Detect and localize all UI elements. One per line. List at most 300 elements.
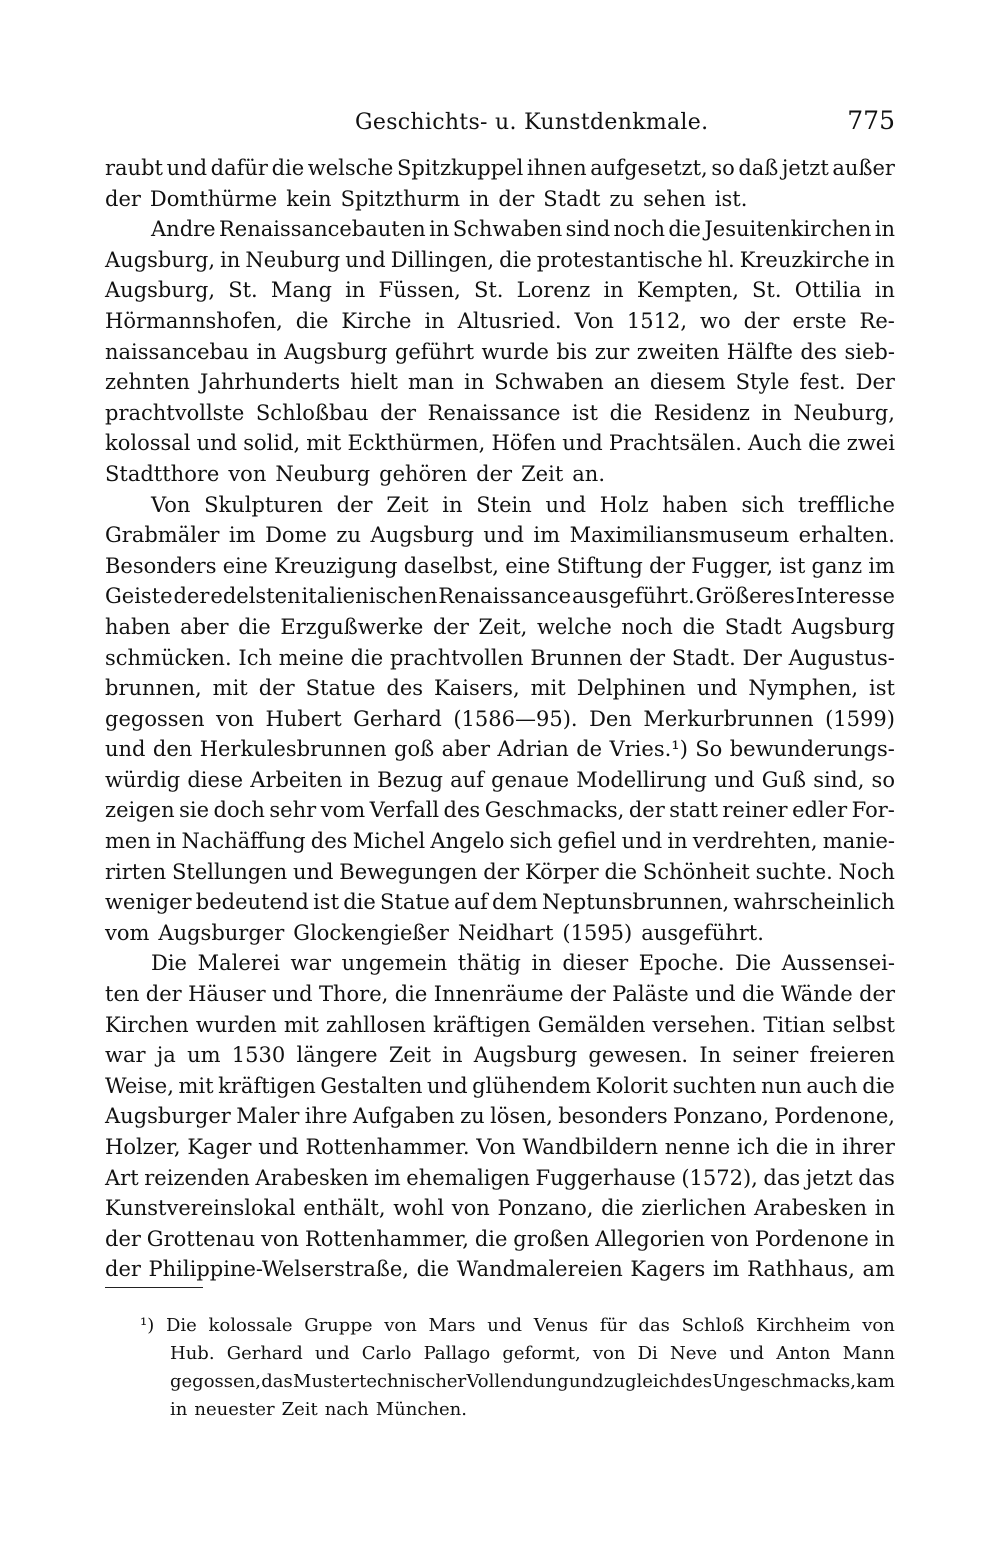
word: zeigen [105, 798, 175, 823]
word: längere [296, 1043, 378, 1068]
word: italienischen [301, 584, 438, 609]
word: sie [179, 798, 210, 823]
word: Maximiliansmuseum [569, 523, 790, 548]
word: Epoche. [638, 951, 725, 976]
word: Nachäffung [181, 829, 306, 854]
word: Modellirung [576, 767, 707, 792]
word: Ponzano, [497, 1196, 594, 1221]
footnote-line [140, 1368, 895, 1396]
word: de [576, 737, 603, 762]
word: Ungeschmacks, [712, 1371, 856, 1392]
word: Kunstvereinslokal [105, 1196, 296, 1221]
word: und [314, 1343, 350, 1364]
word: Schwaben [452, 217, 563, 242]
word: Stiftung [556, 553, 643, 578]
word: zugleich [603, 1371, 681, 1392]
word: Pordenone [754, 1226, 869, 1251]
word: Körper [524, 859, 599, 884]
word: Vries.¹) [609, 737, 688, 762]
word: zu [460, 1104, 485, 1129]
word: und [258, 1135, 299, 1159]
word: Grabmäler [105, 523, 220, 548]
word: Rathhaus, [747, 1257, 855, 1282]
word: jetzt [805, 1165, 853, 1190]
word: Stellungen [172, 859, 288, 884]
word: Titian [763, 1012, 826, 1037]
word: in [469, 186, 490, 211]
word: und [621, 829, 663, 854]
word: Wandbildern [522, 1135, 658, 1159]
word: wurden [195, 1012, 277, 1037]
page-number: 775 [847, 106, 895, 135]
word: ist [572, 400, 598, 425]
word: und [105, 737, 146, 762]
word: zu [336, 523, 362, 548]
text-line [105, 459, 895, 490]
word: Von [476, 1135, 516, 1159]
word: Höfen [491, 431, 557, 456]
word: Wandmalereien [456, 1257, 623, 1282]
word: war [290, 951, 332, 976]
word: Kirchheim [755, 1315, 851, 1336]
word: Stadt [543, 186, 601, 211]
word: Zeit [521, 461, 564, 486]
word: Augsburg [284, 339, 388, 364]
word: schmücken. [105, 645, 232, 670]
word: mit [306, 431, 342, 456]
word: der [743, 308, 780, 333]
word: Venus [533, 1315, 589, 1336]
text-line [105, 1040, 895, 1071]
word: Renaissancebauten [219, 217, 426, 242]
word: der [173, 584, 210, 609]
word: Neptunsbrunnen, [542, 890, 730, 915]
word: Hubert [265, 706, 342, 731]
word: suchten [672, 1073, 757, 1098]
word: die [682, 614, 716, 639]
word: bewunderungs- [729, 737, 895, 762]
word: erhalten. [798, 523, 895, 548]
word: Holz [599, 492, 649, 517]
word: Holzer, [105, 1135, 181, 1159]
word: der [476, 461, 513, 486]
word: an. [572, 461, 606, 486]
word: Jahrhunderts [199, 370, 341, 395]
word: Merkurbrunnen [643, 706, 814, 731]
word: Dome [265, 523, 327, 548]
word: kräftigen [433, 1012, 531, 1037]
word: (1586—95). [453, 706, 578, 731]
word: gegossen, [170, 1371, 261, 1392]
text-line [105, 153, 895, 184]
word: Stein [476, 492, 532, 517]
word: Domthürme [149, 186, 278, 211]
word: bis [556, 339, 588, 364]
word: im [868, 553, 895, 578]
word: Zeit, [478, 614, 528, 639]
word: in [667, 829, 688, 854]
word: Aussensei- [781, 951, 895, 976]
word: ihnen [526, 156, 587, 180]
word: und [272, 982, 313, 1007]
text-line [105, 306, 895, 337]
word: reizenden [144, 1165, 250, 1190]
word: die [343, 890, 376, 915]
word: von [215, 706, 254, 731]
text-line [105, 1132, 895, 1163]
word: die [862, 1073, 895, 1098]
word: ihre [304, 1104, 348, 1129]
footnote-line [140, 1312, 895, 1340]
word: sieb- [844, 339, 895, 364]
word: Pordenone, [774, 1104, 895, 1129]
word: Zeit [386, 492, 429, 517]
word: Renaissance [427, 400, 561, 425]
word: Rottenhammer, [304, 1226, 469, 1251]
word: die [394, 982, 428, 1007]
word: mit [178, 1073, 214, 1098]
word: welche [536, 614, 612, 639]
word: Angelo [430, 829, 505, 854]
word: kein [286, 186, 332, 211]
word: mit [212, 676, 248, 701]
word: prachtvollen [389, 645, 524, 670]
word: wo [699, 308, 731, 333]
word: um [187, 1043, 221, 1068]
word: Vollendung [466, 1371, 569, 1392]
word: in [603, 278, 624, 303]
word: Kaisers, [434, 676, 520, 701]
footnote-line [140, 1340, 895, 1368]
word: nach [324, 1399, 369, 1420]
word: die [604, 859, 638, 884]
word: die [474, 1226, 508, 1251]
word: Größeres [695, 584, 795, 609]
word: ist. [714, 186, 748, 211]
text-line [105, 1193, 895, 1224]
word: verdrehten, [692, 829, 818, 854]
word: Augsburg, [105, 278, 216, 303]
word: wurde [481, 339, 549, 364]
text-line [105, 1163, 895, 1194]
word: und [562, 431, 603, 456]
word: Mars [428, 1315, 476, 1336]
word: die [609, 400, 643, 425]
word: Ich [238, 645, 272, 670]
word: ausgeführt. [572, 584, 695, 609]
word: Gruppe [304, 1315, 373, 1336]
text-line [105, 948, 895, 979]
word: welsche [307, 156, 394, 180]
word: Füssen, [378, 278, 461, 303]
word: Die [735, 951, 772, 976]
word: Arabesken [255, 1165, 369, 1190]
word: Adrian [497, 737, 569, 762]
word: in [349, 767, 370, 792]
word: brunnen, [105, 676, 202, 701]
word: die [601, 1196, 634, 1221]
word: ten [105, 982, 140, 1007]
word: in [761, 400, 782, 425]
word: Nymphen, [748, 676, 859, 701]
word: die [775, 1135, 809, 1159]
text-line [105, 581, 895, 612]
word: Mang [270, 278, 332, 303]
text-line [105, 1224, 895, 1255]
word: außer [832, 156, 895, 180]
word: Hub. [170, 1343, 215, 1364]
word: men [105, 829, 151, 854]
word: München. [375, 1399, 467, 1420]
word: Renaissance [438, 584, 572, 609]
word: geführt [394, 339, 475, 364]
word: Ponzano, [673, 1104, 769, 1129]
word: mit [530, 676, 566, 701]
word: Lorenz [516, 278, 591, 303]
word: Gerhard [226, 1343, 303, 1364]
word: zur [594, 339, 630, 364]
word: der [380, 400, 416, 425]
word: dafür [210, 156, 268, 180]
word: das [638, 1315, 670, 1336]
word: und [166, 156, 208, 180]
word: Der [742, 645, 782, 670]
word: ehemaligen [406, 1165, 530, 1190]
word: zweiten [636, 339, 720, 364]
word: Noch [838, 859, 895, 884]
word: Michel [352, 829, 426, 854]
word: Kolorit [595, 1073, 668, 1098]
word: auch [806, 1073, 858, 1098]
word: Schwaben [494, 370, 604, 395]
word: Innenräume [433, 982, 564, 1007]
word: von [862, 1315, 895, 1336]
word: Re- [859, 308, 895, 333]
word: manie- [822, 829, 895, 854]
word: prachtvollste [105, 400, 245, 425]
word: die [742, 982, 775, 1007]
word: Hälfte [726, 339, 793, 364]
word: von [710, 1226, 750, 1251]
word: mit [283, 1012, 319, 1037]
word: sich [509, 829, 553, 854]
word: Statue [305, 676, 376, 701]
word: fest. [799, 370, 846, 395]
word: nenne [664, 1135, 731, 1159]
word: von [261, 1226, 300, 1251]
word: auf [453, 890, 488, 915]
word: von [228, 461, 267, 486]
word: Anton [776, 1343, 831, 1364]
word: die [350, 645, 384, 670]
word: (1599) [825, 706, 895, 731]
word: meine [278, 645, 344, 670]
word: Spitzthurm [340, 186, 461, 211]
word: bedeutend [195, 890, 309, 915]
word: der [498, 186, 535, 211]
word: man [408, 370, 454, 395]
word: Fugger, [691, 553, 774, 578]
word: Dillingen, [390, 247, 495, 272]
text-line [105, 214, 895, 245]
word: Der [855, 370, 895, 395]
word: sind [565, 217, 611, 242]
word: Neve [669, 1343, 718, 1364]
word: und [427, 1073, 468, 1098]
word: der [258, 676, 295, 701]
text-line [105, 275, 895, 306]
word: selbst [832, 1012, 895, 1037]
word: Kirchen [105, 1012, 189, 1037]
word: in [874, 1226, 895, 1251]
word: Den [589, 706, 632, 731]
word: Ottilia [794, 278, 862, 303]
word: Schönheit [642, 859, 750, 884]
word: die [668, 217, 701, 242]
word: Aufgaben [352, 1104, 455, 1129]
word: und [695, 982, 736, 1007]
text-line [105, 428, 895, 459]
word: Verfall [369, 798, 440, 823]
word: Fuggerhause [535, 1165, 676, 1190]
word: und [292, 859, 334, 884]
word: die [271, 156, 305, 180]
word: So [695, 737, 723, 762]
word: technischer [359, 1371, 467, 1392]
text-line [105, 551, 895, 582]
text-line [105, 184, 895, 215]
word: hl. [707, 247, 735, 272]
word: (1595) [562, 920, 633, 945]
word: der [336, 492, 373, 517]
word: in [170, 1399, 188, 1420]
text-line [105, 337, 895, 368]
word: (1572), [681, 1165, 758, 1190]
word: edler [792, 798, 848, 823]
text-line [105, 979, 895, 1010]
word: des [800, 339, 838, 364]
word: freieren [809, 1043, 895, 1068]
word: Bewegungen [339, 859, 478, 884]
word: reiner [722, 798, 788, 823]
word: besonders [558, 1104, 668, 1129]
word: der [105, 1226, 141, 1251]
word: Brunnen [530, 645, 623, 670]
word: den [152, 737, 193, 762]
word: daß [738, 156, 779, 180]
word: naissancebau [105, 339, 250, 364]
word: suchte. [755, 859, 833, 884]
word: Spitzkuppel [396, 156, 524, 180]
word: sehen [643, 186, 706, 211]
word: in [424, 308, 445, 333]
word: Stadtthore [105, 461, 220, 486]
word: versehen. [652, 1012, 757, 1037]
word: Die [151, 951, 187, 976]
word: von [451, 1196, 490, 1221]
word: die [499, 247, 532, 272]
word: würdig [105, 767, 181, 792]
word: war [105, 1043, 146, 1068]
word: ihrer [842, 1135, 895, 1159]
word: kräftigen [218, 1073, 316, 1098]
word: Skulpturen [204, 492, 323, 517]
word: thätig [457, 951, 521, 976]
word: St. [228, 278, 258, 303]
word: der [649, 553, 686, 578]
word: St. [473, 278, 504, 303]
word: in [874, 247, 895, 272]
word: Weise, [105, 1073, 174, 1098]
word: Herkulesbrunnen [199, 737, 387, 762]
text-line [105, 704, 895, 735]
text-line [105, 612, 895, 643]
word: Augsburger [158, 920, 285, 945]
word: der [569, 982, 606, 1007]
word: Arbeiten [250, 767, 343, 792]
text-line [105, 398, 895, 429]
text-line [105, 520, 895, 551]
word: zehnten [105, 370, 190, 395]
text-line [105, 643, 895, 674]
word: Kempten, [636, 278, 739, 303]
word: die [416, 1257, 450, 1282]
word: Hörmannshofen, [105, 308, 283, 333]
word: solid, [243, 431, 301, 456]
word: großen [513, 1226, 590, 1251]
word: Malerei [197, 951, 280, 976]
word: und [714, 767, 755, 792]
word: so [711, 156, 735, 180]
word: neuester [194, 1399, 275, 1420]
word: ja [156, 1043, 176, 1068]
word: ungemein [341, 951, 448, 976]
text-line [105, 857, 895, 888]
word: die [808, 431, 841, 456]
word: die [295, 308, 329, 333]
word: sich [741, 492, 785, 517]
word: des [443, 798, 481, 823]
word: Muster [293, 1371, 359, 1392]
text-line [105, 1101, 895, 1132]
word: edelsten [210, 584, 301, 609]
word: von [384, 1315, 417, 1336]
word: erste [792, 308, 847, 333]
word: und [545, 492, 587, 517]
word: für [599, 1315, 627, 1336]
word: des [680, 1371, 713, 1392]
word: Neuburg [245, 247, 341, 272]
word: und [345, 247, 386, 272]
word: Besonders [105, 553, 217, 578]
word: Maler [236, 1104, 300, 1129]
body-text [105, 153, 895, 1285]
word: Gemälden [537, 1012, 646, 1037]
word: Interesse [795, 584, 895, 609]
footnote-line [140, 1396, 895, 1424]
word: zahllosen [325, 1012, 426, 1037]
word: hielt [350, 370, 398, 395]
word: Augsburger [105, 1104, 231, 1129]
word: dem [492, 890, 538, 915]
word: raubt [105, 156, 163, 180]
word: der [145, 982, 182, 1007]
word: Zeit [388, 1043, 432, 1068]
word: zu [609, 186, 635, 211]
word: Augsburg [791, 614, 895, 639]
word: ist [869, 676, 895, 701]
word: ist [313, 890, 340, 915]
